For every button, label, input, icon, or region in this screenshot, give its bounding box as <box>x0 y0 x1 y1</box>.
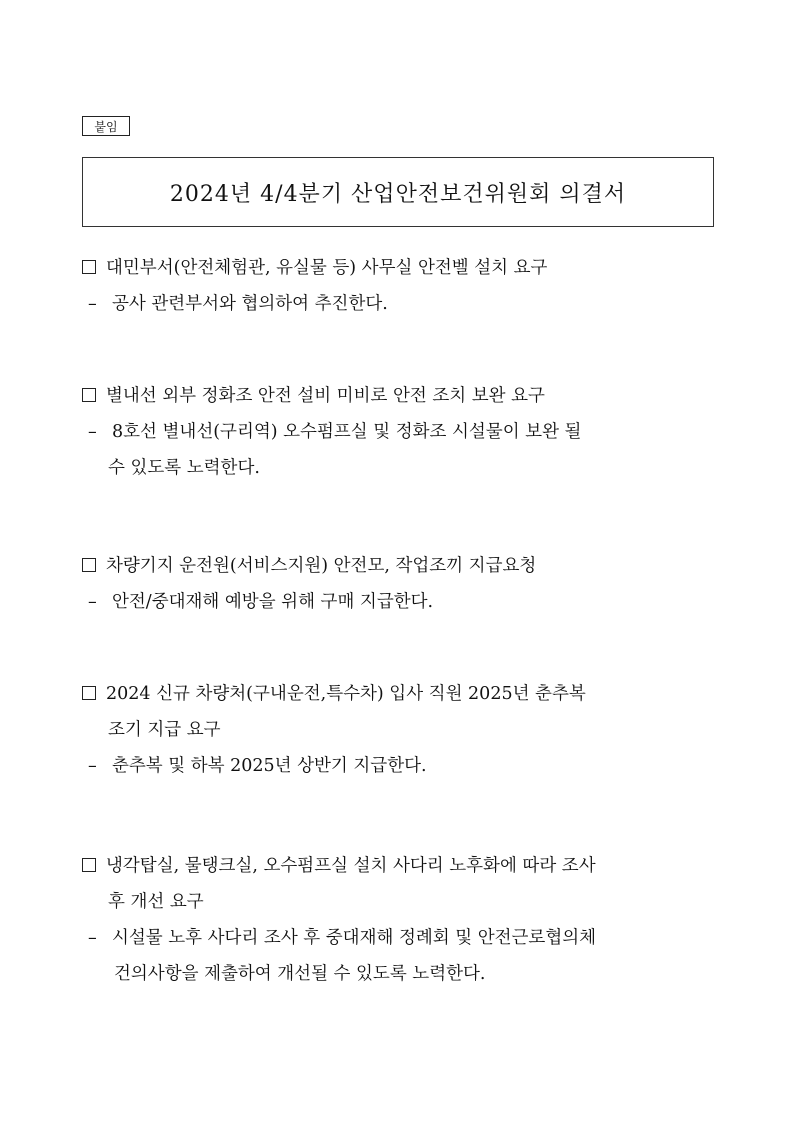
title-box <box>82 157 714 227</box>
response-line: – 춘추복 및 하복 2025년 상반기 지급한다. <box>88 756 427 776</box>
request-continuation <box>82 712 722 748</box>
checkbox-square-icon <box>82 858 96 872</box>
response-text: 안전/중대재해 예방을 위해 구매 지급한다. <box>112 592 434 612</box>
request-text: 2024 신규 차량처(구내운전,특수차) 입사 직원 2025년 춘추복 <box>106 684 586 704</box>
request-text: 별내선 외부 정화조 안전 설비 미비로 안전 조치 보완 요구 <box>106 386 545 406</box>
response-line: – 시설물 노후 사다리 조사 후 중대재해 정례회 및 안전근로협의체 <box>88 928 597 948</box>
response-text: 춘추복 및 하복 2025년 상반기 지급한다. <box>112 756 427 776</box>
request-text: 후 개선 요구 <box>108 892 204 912</box>
response-text: 8호선 별내선(구리역) 오수펌프실 및 정화조 시설물이 보완 될 <box>112 422 582 442</box>
response-text: 수 있도록 노력한다. <box>108 458 260 478</box>
request-text: 차량기지 운전원(서비스지원) 안전모, 작업조끼 지급요청 <box>106 556 537 576</box>
response-text: 건의사항을 제출하여 개선될 수 있도록 노력한다. <box>114 964 486 984</box>
request-text: 대민부서(안전체험관, 유실물 등) 사무실 안전벨 설치 요구 <box>106 258 548 278</box>
agenda-item <box>82 548 722 620</box>
request-text: 냉각탑실, 물탱크실, 오수펌프실 설치 사다리 노후화에 따라 조사 <box>106 856 596 876</box>
response-continuation <box>82 450 722 486</box>
request-continuation <box>82 884 722 920</box>
document-title: 2024년 4/4분기 산업안전보건위원회 의결서 <box>169 181 627 207</box>
agenda-item <box>82 378 722 486</box>
checkbox-square-icon <box>82 686 96 700</box>
agenda-item <box>82 676 722 784</box>
response-line: – 8호선 별내선(구리역) 오수펌프실 및 정화조 시설물이 보완 될 <box>88 422 582 442</box>
response-line: – 공사 관련부서와 협의하여 추진한다. <box>88 294 388 314</box>
request-text: 조기 지급 요구 <box>108 720 221 740</box>
response-continuation <box>82 956 722 992</box>
agenda-item <box>82 250 722 322</box>
attachment-label: 붙임 <box>82 116 130 136</box>
request-line <box>82 548 722 584</box>
checkbox-square-icon <box>82 260 96 274</box>
agenda-item <box>82 848 722 992</box>
request-line <box>82 250 722 286</box>
request-line <box>82 676 722 712</box>
checkbox-square-icon <box>82 558 96 572</box>
request-line <box>82 378 722 414</box>
response-line: – 안전/중대재해 예방을 위해 구매 지급한다. <box>88 592 434 612</box>
response-text: 시설물 노후 사다리 조사 후 중대재해 정례회 및 안전근로협의체 <box>112 928 597 948</box>
request-line <box>82 848 722 884</box>
response-text: 공사 관련부서와 협의하여 추진한다. <box>112 294 388 314</box>
checkbox-square-icon <box>82 388 96 402</box>
